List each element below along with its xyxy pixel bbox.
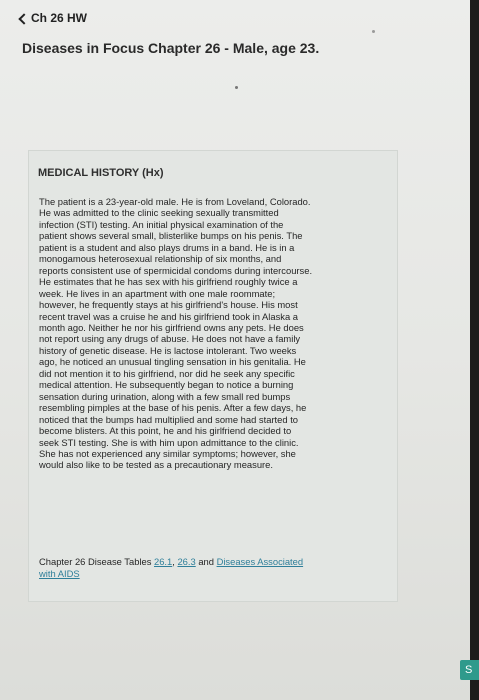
dot-icon bbox=[235, 86, 238, 89]
history-line: however, he frequently stays at his girlfriend's house. His most bbox=[39, 299, 298, 311]
history-line: history of genetic disease. He is lactose intolerant. Two weeks bbox=[39, 344, 297, 356]
table-26-3-link[interactable]: 26.3 bbox=[177, 556, 196, 567]
history-line: would also like to be tested as a precautionary measure. bbox=[39, 459, 273, 471]
disease-tables-prefix: Chapter 26 Disease Tables bbox=[39, 556, 154, 567]
history-line: He was admitted to the clinic seeking sexually transmitted bbox=[39, 207, 279, 219]
history-line: week. He lives in an apartment with one male roommate; bbox=[39, 287, 276, 299]
history-line: The patient is a 23-year-old male. He is from Loveland, Colorado. bbox=[39, 196, 311, 207]
table-26-1-link[interactable]: 26.1 bbox=[154, 556, 173, 567]
separator: , bbox=[172, 556, 178, 567]
history-line: become blisters. At this point, he and his girlfriend decided to bbox=[39, 425, 292, 437]
history-line: patient is a student and also plays drums in a band. He is in a bbox=[39, 241, 295, 253]
link-text: with AIDS bbox=[39, 567, 80, 579]
disease-tables-line bbox=[39, 556, 383, 579]
history-line: recent travel was a cruise he and his girlfriend took in Alaska a bbox=[39, 310, 298, 322]
history-line: did not mention it to his girlfriend, nor did he seek any specific bbox=[39, 367, 295, 379]
side-panel-button[interactable]: S bbox=[460, 660, 479, 680]
history-line: resembling pimples at the base of his penis. After a few days, he bbox=[39, 402, 307, 414]
history-line: infection (STI) testing. An initial physical examination of the bbox=[39, 218, 284, 230]
history-line: noticed that the bumps had multiplied and some had started to bbox=[39, 413, 299, 425]
page-title: Diseases in Focus Chapter 26 - Male, age 23. bbox=[22, 40, 320, 56]
history-text bbox=[39, 196, 383, 471]
history-line: seek STI testing. She is with him upon admittance to the clinic. bbox=[39, 436, 299, 448]
back-link[interactable] bbox=[20, 11, 87, 25]
history-line: month ago. Neither he nor his girlfriend owns any pets. He does bbox=[39, 321, 304, 333]
history-line: medical attention. He subsequently began to notice a burning bbox=[39, 379, 294, 391]
medical-history-panel bbox=[28, 150, 398, 602]
separator: and bbox=[195, 556, 217, 567]
history-line: sensation during urination, along with a few small red bumps bbox=[39, 390, 291, 402]
link-text: Diseases Associated bbox=[216, 556, 304, 567]
history-line: monogamous heterosexual relationship of six months, and bbox=[39, 253, 282, 265]
history-line: She has not experienced any similar symptoms; however, she bbox=[39, 447, 296, 459]
history-line: not report using any drugs of abuse. He does not have a family bbox=[39, 333, 301, 345]
top-bar bbox=[0, 0, 470, 30]
history-line: ago, he noticed an unusual tingling sensation in his genitalia. He bbox=[39, 356, 306, 368]
back-link-label: Ch 26 HW bbox=[31, 11, 88, 25]
dot-icon bbox=[372, 30, 375, 33]
chevron-left-icon bbox=[18, 13, 29, 24]
history-line: He estimates that he has sex with his girlfriend roughly twice a bbox=[39, 276, 298, 288]
history-line: reports consistent use of spermicidal condoms during intercourse. bbox=[39, 264, 313, 276]
panel-heading: MEDICAL HISTORY (Hx) bbox=[38, 167, 164, 179]
history-line: patient shows several small, blisterlike bumps on his penis. The bbox=[39, 230, 303, 242]
